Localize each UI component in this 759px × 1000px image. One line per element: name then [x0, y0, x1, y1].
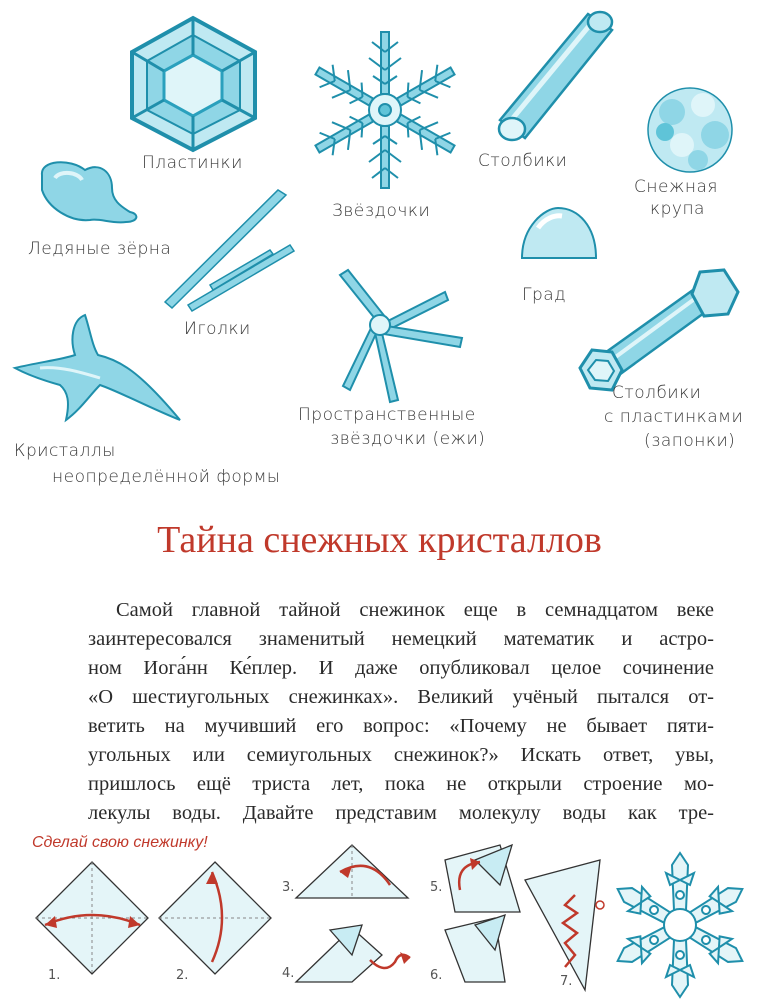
body-paragraph [88, 596, 714, 828]
label-spatial-stars-1: Пространственные [298, 405, 476, 425]
step-number: 5. [430, 880, 443, 895]
paragraph-line: «О шестиугольных снежинках». Великий учёный пытался от- [88, 686, 714, 708]
label-capped-columns-1: Столбики [612, 383, 702, 403]
hail-icon [522, 208, 596, 258]
label-irregular-2: неопределённой формы [52, 467, 281, 487]
craft-step-4-icon [296, 925, 410, 982]
label-graupel-2: крупа [650, 199, 705, 219]
paragraph-line: лекулы воды. Давайте представим молекулу воды как тре- [88, 802, 714, 824]
step-number: 2. [176, 968, 189, 983]
label-columns: Столбики [478, 151, 568, 171]
label-needles: Иголки [184, 319, 251, 339]
label-capped-columns-3: (запонки) [644, 431, 736, 451]
column-crystal-icon [499, 12, 612, 140]
craft-step-2-icon [159, 862, 271, 974]
craft-step-5-icon [445, 845, 520, 912]
spatial-dendrite-icon [340, 270, 462, 402]
paragraph-line: угольных или семиугольных снежинок?» Искать ответ, увы, [88, 744, 714, 766]
step-number: 1. [48, 968, 61, 983]
label-ice-grains: Ледяные зёрна [28, 239, 172, 259]
paragraph-line: Самой главной тайной снежинок еще в семнадцатом веке [116, 599, 714, 621]
plate-crystal-icon [132, 18, 255, 150]
label-capped-columns-2: с пластинками [604, 407, 744, 427]
ice-grains-icon [42, 162, 136, 222]
step-number: 7. [560, 974, 573, 989]
label-spatial-stars-2: звёздочки (ежи) [330, 429, 486, 449]
paper-snowflake-icon [611, 853, 750, 997]
label-graupel-1: Снежная [634, 177, 718, 197]
label-plates: Пластинки [142, 153, 243, 173]
irregular-crystal-icon [15, 315, 180, 420]
capped-column-icon [580, 270, 738, 390]
craft-title: Сделай свою снежинку! [32, 834, 208, 851]
paragraph-line: пришлось ещё триста лет, пока не открыли строение мо- [88, 773, 714, 795]
craft-step-3-icon [296, 845, 408, 898]
craft-step-7-icon [525, 860, 604, 990]
paragraph-line: ном Иога́нн Ке́плер. И даже опубликовал целое сочинение [88, 657, 714, 679]
label-irregular-1: Кристаллы [14, 441, 116, 461]
paragraph-line: ветить на мучивший его вопрос: «Почему не бывает пяти- [88, 715, 714, 737]
craft-step-1-icon [36, 862, 148, 974]
label-stars: Звёздочки [332, 201, 431, 221]
step-number: 6. [430, 968, 443, 983]
page-title: Тайна снежных кристаллов [157, 519, 602, 561]
paragraph-line: заинтересовался знаменитый немецкий математик и астро- [88, 628, 714, 650]
stellar-dendrite-icon [309, 32, 460, 188]
label-hail: Град [522, 285, 567, 305]
needles-icon [165, 190, 294, 311]
graupel-icon [648, 88, 732, 172]
craft-step-6-icon [445, 915, 505, 982]
step-number: 4. [282, 966, 295, 981]
step-number: 3. [282, 880, 295, 895]
